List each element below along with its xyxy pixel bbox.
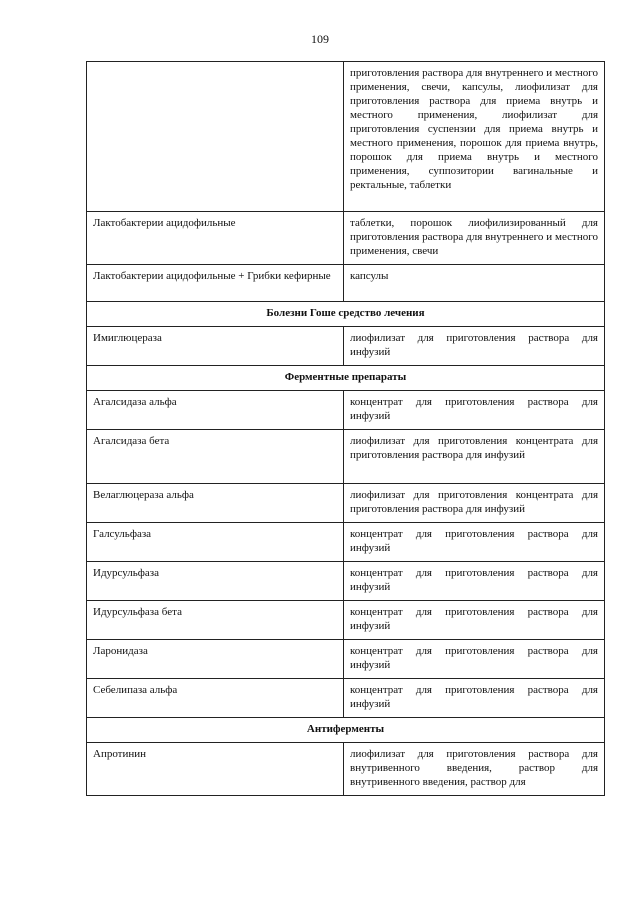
table-row [87,679,605,718]
section-heading: Ферментные препараты [87,366,605,391]
drug-name-cell: Имиглюцераза [87,327,344,366]
section-heading: Антиферменты [87,718,605,743]
dosage-form-cell: концентрат для приготовления раствора для инфузий [344,562,605,601]
table-row [87,212,605,265]
table-row [87,640,605,679]
dosage-form-cell: приготовления раствора для внутреннего и местного применения, свечи, капсулы, лиофилизат для приготовления раствора для приема внутрь и местного применения, лиофилизат для приготовления суспензии для приема внутрь и местного применения, порошок для приема внутрь, порошок для приема внутрь и местного применения, суппозитории вагинальные и ректальные, таблетки [344,62,605,212]
dosage-form-cell: лиофилизат для приготовления раствора для инфузий [344,327,605,366]
drug-name-cell: Агалсидаза альфа [87,391,344,430]
dosage-form-cell: лиофилизат для приготовления концентрата для приготовления раствора для инфузий [344,430,605,484]
drug-name-cell: Себелипаза альфа [87,679,344,718]
section-heading: Болезни Гоше средство лечения [87,302,605,327]
dosage-form-cell: концентрат для приготовления раствора для инфузий [344,391,605,430]
table-row [87,327,605,366]
drug-name-cell: Лактобактерии ацидофильные [87,212,344,265]
table-row [87,562,605,601]
dosage-form-cell: концентрат для приготовления раствора для инфузий [344,679,605,718]
table-row [87,391,605,430]
dosage-form-cell: таблетки, порошок лиофилизированный для приготовления раствора для внутреннего и местного применения, свечи [344,212,605,265]
table-row [87,430,605,484]
table-row [87,265,605,302]
page-number: 109 [311,32,329,46]
section-heading-row [87,302,605,327]
drug-name-cell: Апротинин [87,743,344,796]
drug-table [86,61,605,796]
table-row [87,743,605,796]
section-heading-row [87,718,605,743]
drug-name-cell: Агалсидаза бета [87,430,344,484]
drug-name-cell: Идурсульфаза бета [87,601,344,640]
dosage-form-cell: концентрат для приготовления раствора для инфузий [344,601,605,640]
dosage-form-cell: концентрат для приготовления раствора для инфузий [344,523,605,562]
drug-name-cell: Лактобактерии ацидофильные + Грибки кефирные [87,265,344,302]
drug-name-cell: Идурсульфаза [87,562,344,601]
table-row [87,601,605,640]
table-row [87,523,605,562]
table-row [87,484,605,523]
drug-name-cell: Велаглюцераза альфа [87,484,344,523]
dosage-form-cell: капсулы [344,265,605,302]
dosage-form-cell: концентрат для приготовления раствора для инфузий [344,640,605,679]
drug-name-cell: Ларонидаза [87,640,344,679]
dosage-form-cell: лиофилизат для приготовления концентрата для приготовления раствора для инфузий [344,484,605,523]
table-row [87,62,605,212]
dosage-form-cell: лиофилизат для приготовления раствора для внутривенного введения, раствор для внутривенного введения, раствор для [344,743,605,796]
drug-name-cell: Галсульфаза [87,523,344,562]
section-heading-row [87,366,605,391]
drug-name-cell [87,62,344,212]
